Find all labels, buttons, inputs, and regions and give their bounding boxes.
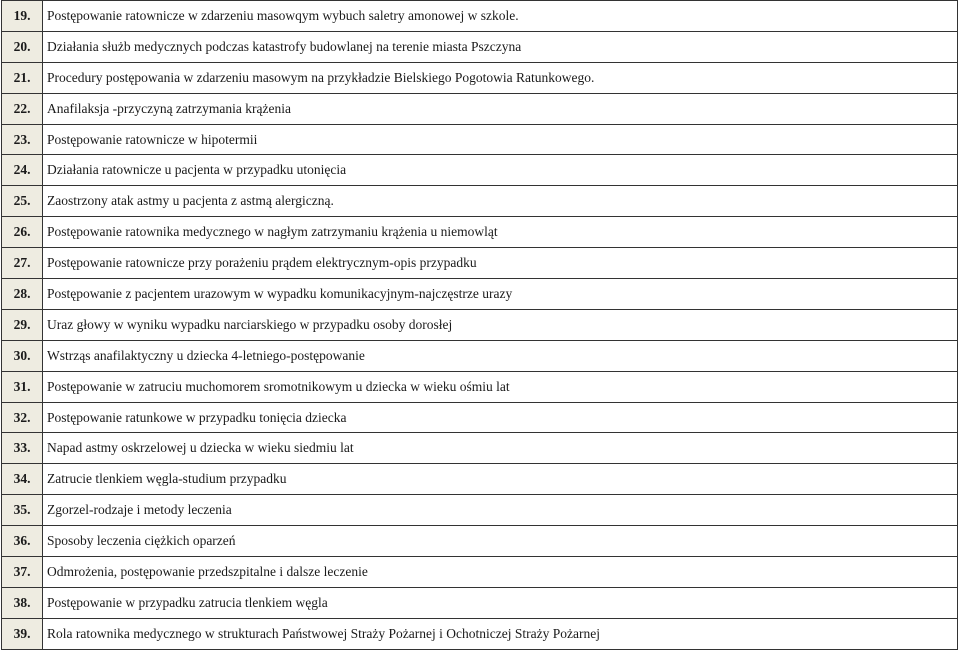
table-row bbox=[2, 1, 958, 32]
table-row bbox=[2, 526, 958, 557]
row-title: Anafilaksja -przyczyną zatrzymania krążenia bbox=[43, 93, 958, 124]
table-row bbox=[2, 402, 958, 433]
table-row bbox=[2, 279, 958, 310]
table-row bbox=[2, 557, 958, 588]
row-number: 29. bbox=[2, 309, 43, 340]
row-title: Procedury postępowania w zdarzeniu masowym na przykładzie Bielskiego Pogotowia Ratunkowego. bbox=[43, 62, 958, 93]
topics-table-body bbox=[2, 1, 958, 650]
table-row bbox=[2, 93, 958, 124]
row-number: 31. bbox=[2, 371, 43, 402]
row-title: Postępowanie ratownika medycznego w nagłym zatrzymaniu krążenia u niemowląt bbox=[43, 217, 958, 248]
table-row bbox=[2, 217, 958, 248]
table-row bbox=[2, 587, 958, 618]
row-title: Postępowanie ratunkowe w przypadku tonięcia dziecka bbox=[43, 402, 958, 433]
table-row bbox=[2, 371, 958, 402]
table-row bbox=[2, 186, 958, 217]
row-number: 39. bbox=[2, 618, 43, 649]
row-title: Postępowanie ratownicze w hipotermii bbox=[43, 124, 958, 155]
row-number: 38. bbox=[2, 587, 43, 618]
table-row bbox=[2, 433, 958, 464]
row-number: 37. bbox=[2, 557, 43, 588]
row-title: Rola ratownika medycznego w strukturach Państwowej Straży Pożarnej i Ochotniczej Straży Pożarnej bbox=[43, 618, 958, 649]
row-title: Postępowanie w zatruciu muchomorem sromotnikowym u dziecka w wieku ośmiu lat bbox=[43, 371, 958, 402]
row-number: 35. bbox=[2, 495, 43, 526]
row-title: Zatrucie tlenkiem węgla-studium przypadku bbox=[43, 464, 958, 495]
row-title: Sposoby leczenia ciężkich oparzeń bbox=[43, 526, 958, 557]
table-row bbox=[2, 62, 958, 93]
row-title: Uraz głowy w wyniku wypadku narciarskiego w przypadku osoby dorosłej bbox=[43, 309, 958, 340]
row-number: 33. bbox=[2, 433, 43, 464]
table-row bbox=[2, 464, 958, 495]
row-number: 22. bbox=[2, 93, 43, 124]
table-row bbox=[2, 124, 958, 155]
table-row bbox=[2, 309, 958, 340]
row-title: Wstrząs anafilaktyczny u dziecka 4-letniego-postępowanie bbox=[43, 340, 958, 371]
row-number: 34. bbox=[2, 464, 43, 495]
topics-table bbox=[1, 0, 958, 650]
row-number: 21. bbox=[2, 62, 43, 93]
table-row bbox=[2, 340, 958, 371]
row-title: Zgorzel-rodzaje i metody leczenia bbox=[43, 495, 958, 526]
row-number: 36. bbox=[2, 526, 43, 557]
table-row bbox=[2, 31, 958, 62]
row-number: 23. bbox=[2, 124, 43, 155]
row-title: Postępowanie ratownicze w zdarzeniu masowqym wybuch saletry amonowej w szkole. bbox=[43, 1, 958, 32]
table-row bbox=[2, 618, 958, 649]
row-number: 27. bbox=[2, 248, 43, 279]
row-title: Postępowanie w przypadku zatrucia tlenkiem węgla bbox=[43, 587, 958, 618]
table-row bbox=[2, 155, 958, 186]
row-title: Postępowanie z pacjentem urazowym w wypadku komunikacyjnym-najczęstrze urazy bbox=[43, 279, 958, 310]
row-number: 30. bbox=[2, 340, 43, 371]
table-row bbox=[2, 248, 958, 279]
row-title: Zaostrzony atak astmy u pacjenta z astmą alergiczną. bbox=[43, 186, 958, 217]
row-number: 25. bbox=[2, 186, 43, 217]
row-number: 32. bbox=[2, 402, 43, 433]
row-title: Postępowanie ratownicze przy porażeniu prądem elektrycznym-opis przypadku bbox=[43, 248, 958, 279]
row-number: 26. bbox=[2, 217, 43, 248]
row-number: 28. bbox=[2, 279, 43, 310]
row-number: 24. bbox=[2, 155, 43, 186]
row-number: 20. bbox=[2, 31, 43, 62]
row-title: Odmrożenia, postępowanie przedszpitalne i dalsze leczenie bbox=[43, 557, 958, 588]
table-row bbox=[2, 495, 958, 526]
row-title: Działania służb medycznych podczas katastrofy budowlanej na terenie miasta Pszczyna bbox=[43, 31, 958, 62]
row-title: Działania ratownicze u pacjenta w przypadku utonięcia bbox=[43, 155, 958, 186]
row-number: 19. bbox=[2, 1, 43, 32]
row-title: Napad astmy oskrzelowej u dziecka w wieku siedmiu lat bbox=[43, 433, 958, 464]
